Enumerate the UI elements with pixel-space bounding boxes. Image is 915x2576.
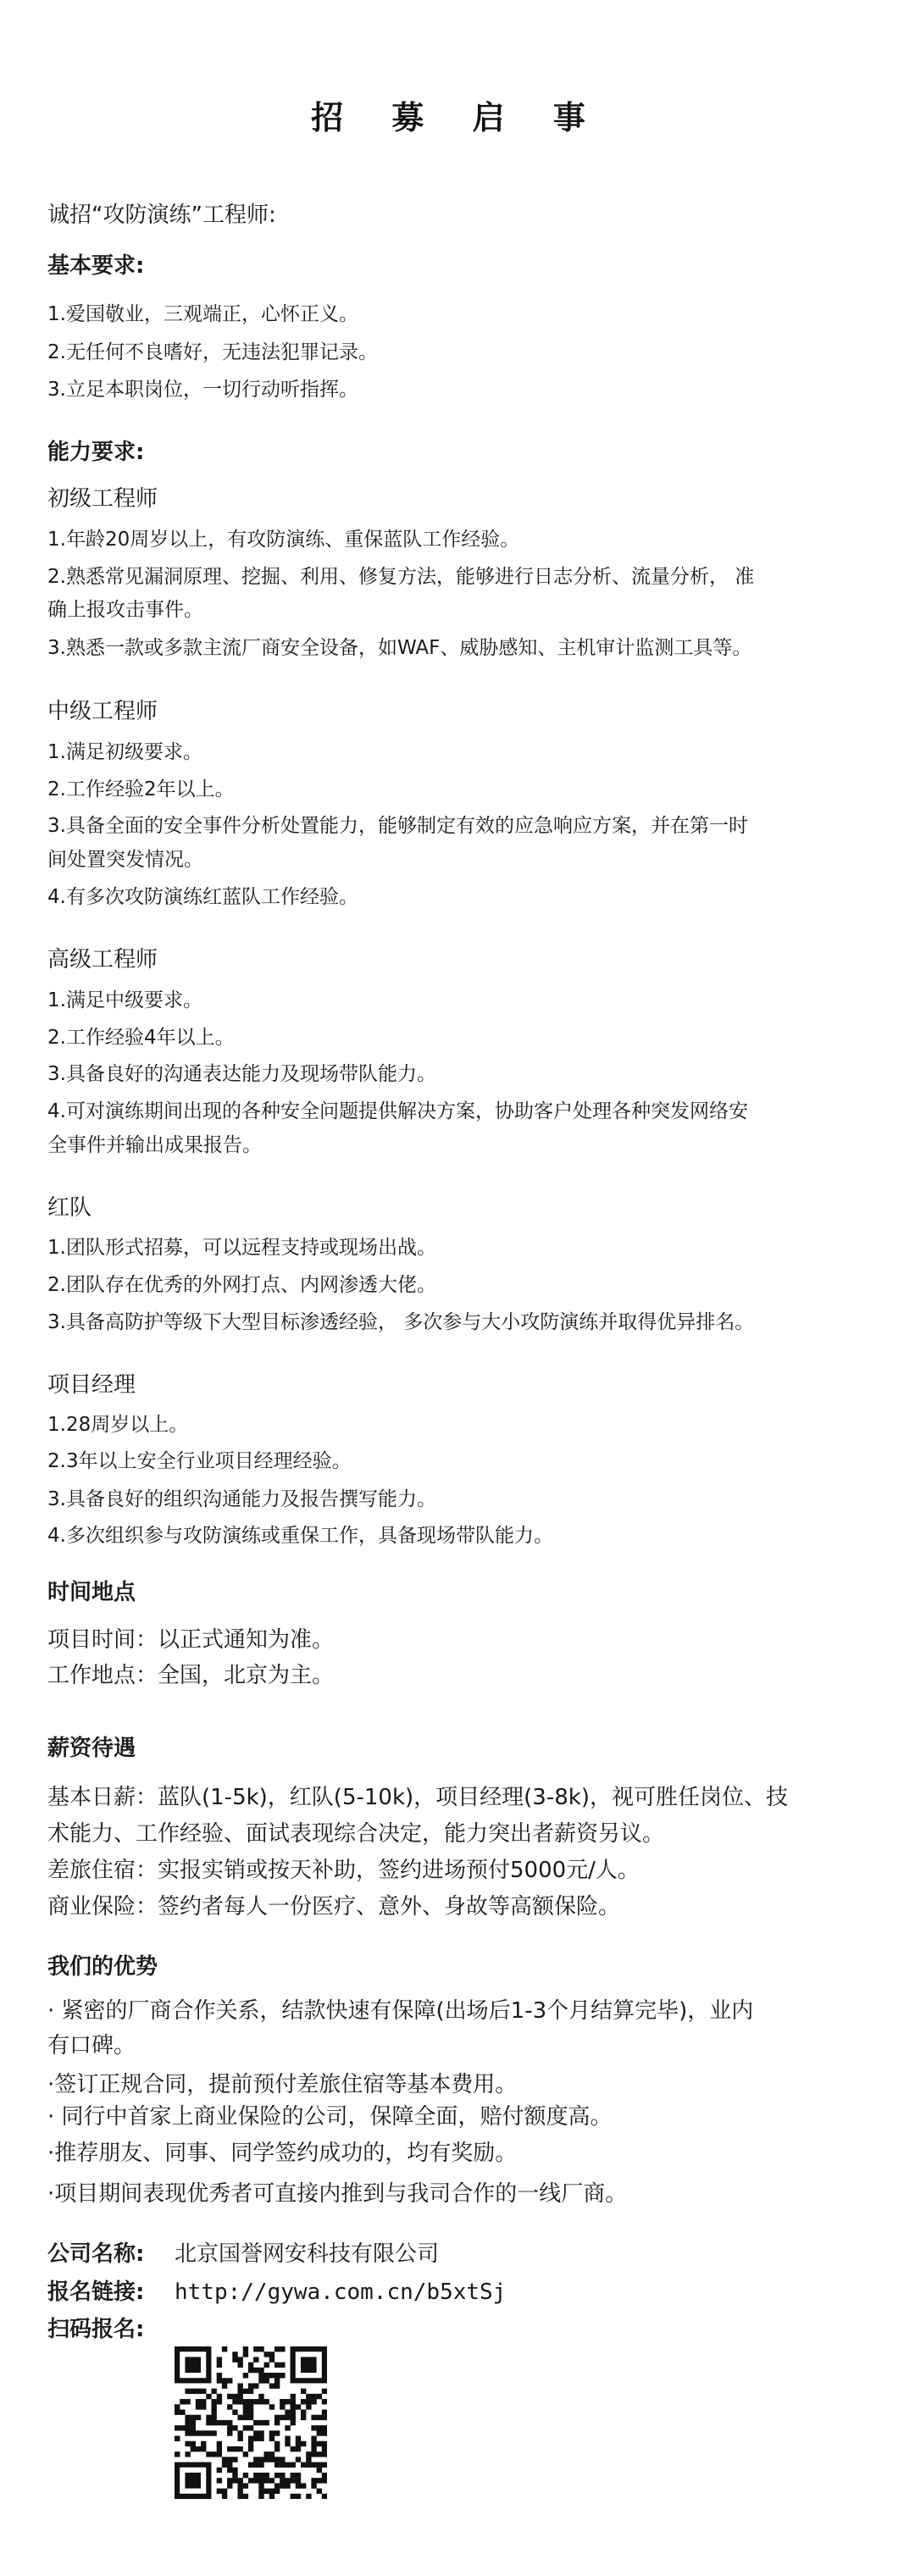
senior-title: 高级工程师 bbox=[47, 947, 158, 972]
list-item: 1.满足初级要求。 bbox=[47, 741, 202, 763]
list-item: 2.无任何不良嗜好，无违法犯罪记录。 bbox=[47, 341, 378, 363]
list-item: 3.具备良好的组织沟通能力及报告撰写能力。 bbox=[47, 1488, 436, 1510]
advantages-heading: 我们的优势 bbox=[47, 1954, 158, 1980]
ability-heading: 能力要求: bbox=[47, 440, 145, 465]
intro-text: 诚招“攻防演练”工程师: bbox=[47, 202, 276, 228]
list-item: 3.立足本职岗位，一切行动听指挥。 bbox=[47, 379, 358, 401]
red-team-title: 红队 bbox=[47, 1195, 92, 1221]
list-item: 差旅住宿：实报实销或按天补助，签约进场预付5000元/人。 bbox=[47, 1858, 640, 1883]
list-item: 1.爱国敬业，三观端正，心怀正义。 bbox=[47, 303, 358, 325]
time-heading: 时间地点 bbox=[47, 1580, 136, 1605]
list-item: 4.有多次攻防演练红蓝队工作经验。 bbox=[47, 886, 358, 908]
list-item: 1.28周岁以上。 bbox=[47, 1414, 189, 1436]
junior-title: 初级工程师 bbox=[47, 486, 158, 512]
list-item: 2.3年以上安全行业项目经理经验。 bbox=[47, 1450, 352, 1472]
list-item: ·推荐朋友、同事、同学签约成功的，均有奖励。 bbox=[47, 2141, 518, 2166]
list-item: 1.团队形式招募，可以远程支持或现场出战。 bbox=[47, 1237, 436, 1259]
mid-title: 中级工程师 bbox=[47, 699, 158, 724]
company-name: 北京国誉网安科技有限公司 bbox=[175, 2241, 440, 2267]
qr-code-icon bbox=[175, 2346, 327, 2499]
list-item: 3.具备高防护等级下大型目标渗透经验， 多次参与大小攻防演练并取得优异排名。 bbox=[47, 1311, 755, 1333]
list-item: 4.多次组织参与攻防演练或重保工作，具备现场带队能力。 bbox=[47, 1525, 553, 1547]
link-label: 报名链接: bbox=[47, 2280, 145, 2305]
list-item: 3.具备全面的安全事件分析处置能力，能够制定有效的应急响应方案，并在第一时 bbox=[47, 815, 748, 837]
list-item: 2.团队存在优秀的外网打点、内网渗透大佬。 bbox=[47, 1274, 436, 1296]
page-title: 招 募 启 事 bbox=[311, 99, 604, 136]
list-item: 3.熟悉一款或多款主流厂商安全设备，如WAF、威胁感知、主机审计监测工具等。 bbox=[47, 637, 752, 659]
list-item: 确上报攻击事件。 bbox=[47, 599, 203, 621]
list-item: 1.满足中级要求。 bbox=[47, 989, 202, 1011]
list-item: 术能力、工作经验、面试表现综合决定，能力突出者薪资另议。 bbox=[47, 1821, 665, 1847]
list-item: 工作地点：全国，北京为主。 bbox=[47, 1663, 335, 1688]
list-item: 有口碑。 bbox=[47, 2033, 136, 2058]
list-item: · 紧密的厂商合作关系，结款快速有保障(出场后1-3个月结算完毕)，业内 bbox=[47, 1998, 754, 2024]
list-item: 2.工作经验4年以上。 bbox=[47, 1027, 235, 1049]
list-item: 全事件并输出成果报告。 bbox=[47, 1134, 262, 1156]
list-item: 商业保险：签约者每人一份医疗、意外、身故等高额保险。 bbox=[47, 1894, 621, 1920]
pm-title: 项目经理 bbox=[47, 1372, 136, 1398]
list-item: 间处置突发情况。 bbox=[47, 849, 203, 871]
scan-label: 扫码报名: bbox=[47, 2317, 145, 2342]
list-item: · 同行中首家上商业保险的公司，保障全面，赔付额度高。 bbox=[47, 2104, 613, 2130]
list-item: ·签订正规合同，提前预付差旅住宿等基本费用。 bbox=[47, 2072, 518, 2097]
basic-heading: 基本要求: bbox=[47, 253, 145, 279]
company-label: 公司名称: bbox=[47, 2241, 145, 2267]
list-item: ·项目期间表现优秀者可直接内推到与我司合作的一线厂商。 bbox=[47, 2181, 628, 2207]
salary-heading: 薪资待遇 bbox=[47, 1736, 136, 1761]
signup-link[interactable]: http://gywa.com.cn/b5xtSj bbox=[175, 2280, 507, 2305]
list-item: 3.具备良好的沟通表达能力及现场带队能力。 bbox=[47, 1063, 436, 1085]
list-item: 2.工作经验2年以上。 bbox=[47, 778, 235, 800]
list-item: 4.可对演练期间出现的各种安全问题提供解决方案，协助客户处理各种突发网络安 bbox=[47, 1100, 748, 1122]
list-item: 1.年龄20周岁以上，有攻防演练、重保蓝队工作经验。 bbox=[47, 529, 520, 551]
list-item: 2.熟悉常见漏洞原理、挖掘、利用、修复方法，能够进行日志分析、流量分析， 准 bbox=[47, 566, 755, 588]
list-item: 项目时间：以正式通知为准。 bbox=[47, 1627, 335, 1653]
list-item: 基本日薪：蓝队(1-5k)，红队(5-10k)，项目经理(3-8k)，视可胜任岗位、技 bbox=[47, 1785, 788, 1810]
